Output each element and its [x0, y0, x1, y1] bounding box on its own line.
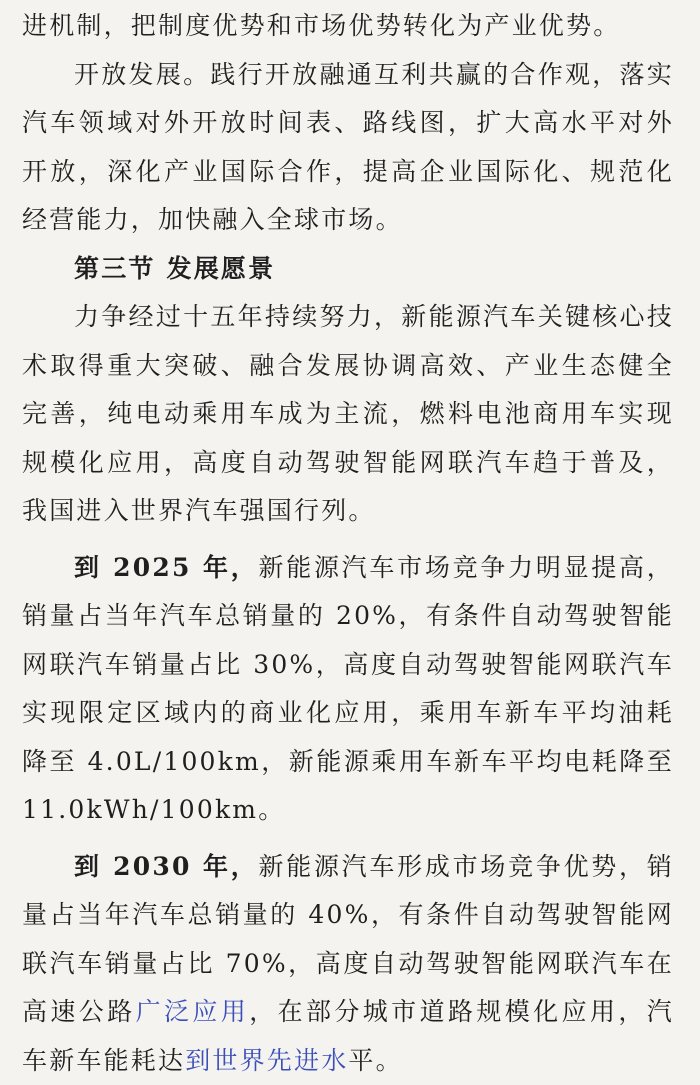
paragraph-text: 新能源汽车市场竞争力明显提高，销量占当年汽车总销量的 20%，有条件自动驾驶智能网联汽车销量占比 30%，高度自动驾驶智能网联汽车实现限定区域内的商业化应用，乘用车新车平均油耗降至 4.0L/100km，新能源乘用车新车平均电耗降至 11.0kWh/100km。: [22, 553, 674, 825]
paragraph-text: 力争经过十五年持续努力，新能源汽车关键核心技术取得重大突破、融合发展协调高效、产业生态健全完善，纯电动乘用车成为主流，燃料电池商用车实现规模化应用，高度自动驾驶智能网联汽车趋于普及，我国进入世界汽车强国行列。: [22, 302, 674, 525]
year-lead-2025: 到 2025 年，: [74, 553, 258, 582]
paragraph-text: 进机制，把制度优势和市场优势转化为产业优势。: [22, 11, 620, 40]
paragraph-text: ，在部分城市道路规模化应用，汽车新车能耗达: [22, 997, 674, 1075]
paragraph-continuation: [22, 2, 674, 51]
paragraph-2025-goals: [22, 544, 674, 835]
paragraph-text: 开放发展。践行开放融通互利共赢的合作观，落实汽车领域对外开放时间表、路线图，扩大高水平对外开放，深化产业国际合作，提高企业国际化、规范化经营能力，加快融入全球市场。: [22, 60, 674, 235]
paragraph-2030-goals: [22, 843, 674, 1085]
highlighted-text: 广泛应用: [136, 997, 250, 1026]
section-heading: 第三节 发展愿景: [22, 245, 674, 294]
paragraph-vision: [22, 293, 674, 536]
paragraph-text: 新能源汽车形成市场竞争优势，销量占当年汽车总销量的 40%，有条件自动驾驶智能网联汽车销量占比 70%，高度自动驾驶智能网联汽车在高速公路: [22, 852, 674, 1027]
highlighted-text: 到世界先进水: [185, 1046, 348, 1075]
paragraph-open-development: [22, 51, 674, 245]
paragraph-text: 平。: [348, 1046, 402, 1075]
year-lead-2030: 到 2030 年，: [74, 852, 258, 881]
